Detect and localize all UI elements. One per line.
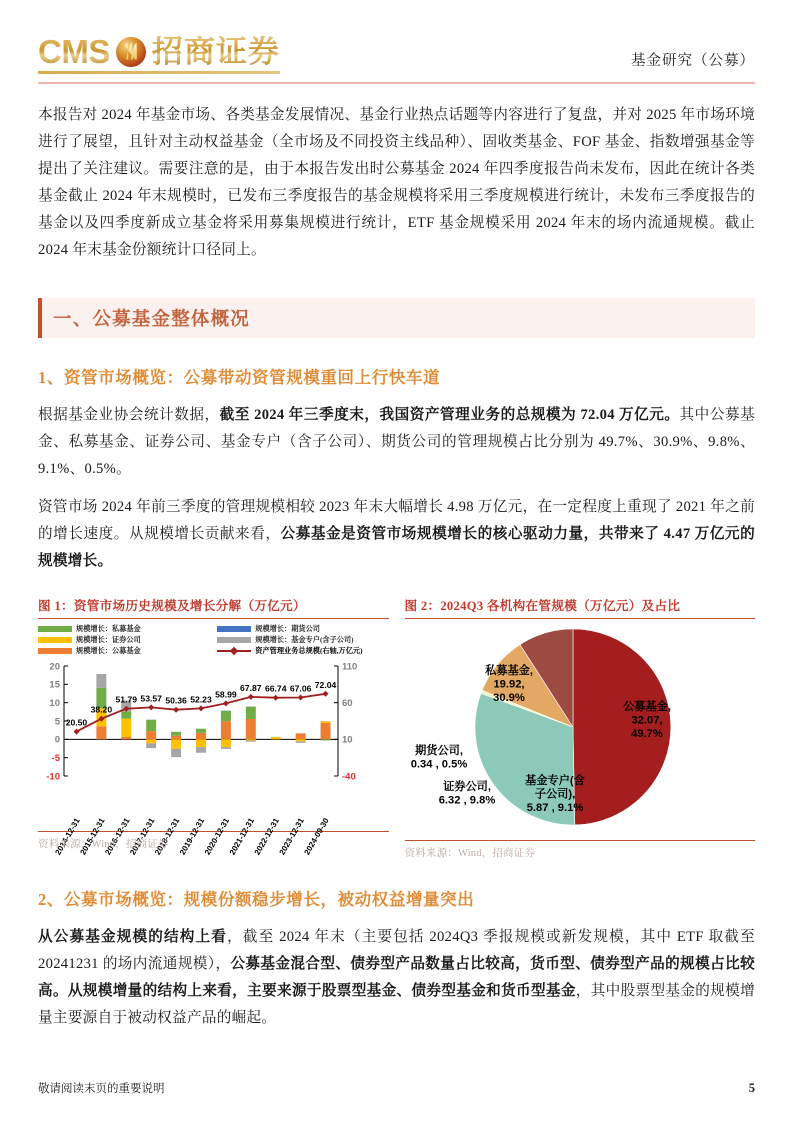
svg-text:2024-09-30: 2024-09-30 — [302, 816, 331, 857]
section-1-2-body — [38, 924, 755, 1032]
figure-1-source: 资料来源：Wind，招商证券 — [38, 838, 169, 850]
paragraph-2 — [38, 494, 755, 575]
page-header — [38, 0, 755, 74]
legend-label-futures: 规模增长：期货公司 — [255, 624, 320, 633]
svg-text:5: 5 — [54, 715, 60, 727]
figure-2 — [405, 595, 756, 860]
paragraph-1-lead: 根据基金业协会统计数据， — [38, 406, 220, 423]
svg-text:证券公司,6.32 , 9.8%: 证券公司, 6.32 , 9.8% — [438, 780, 495, 807]
legend-swatch-orange — [38, 648, 72, 654]
svg-text:2016-12-31: 2016-12-31 — [103, 816, 132, 857]
figure-2-title: 图 2：2024Q3 各机构在管规模（万亿元）及占比 — [405, 595, 756, 619]
legend-item-securities — [38, 635, 209, 645]
svg-text:67.06: 67.06 — [289, 683, 312, 694]
paragraph-3-bold-2: 公募基金混合型、债券型产品数量占比较高，货币型、债券型产品的规模占比较高。从规模增量的结构上来看，主要来源于股票型基金、债券型基金和货币型基金 — [38, 955, 755, 999]
svg-text:67.87: 67.87 — [240, 682, 262, 693]
legend-item-private-fund — [38, 624, 209, 634]
svg-text:0: 0 — [54, 734, 60, 746]
brand-logo — [38, 35, 280, 74]
svg-text:公募基金,32.07,49.7%: 公募基金, 32.07, 49.7% — [622, 700, 671, 740]
legend-label-total-aum: 资产管理业务总规模(右轴,万亿元) — [255, 646, 363, 655]
svg-text:50.36: 50.36 — [165, 695, 187, 706]
legend-label-securities: 规模增长：证券公司 — [76, 635, 141, 644]
intro-paragraph: 本报告对 2024 年基金市场、各类基金发展情况、基金行业热点话题等内容进行了复盘，并对 2025 年市场环境进行了展望，且针对主动权益基金（全市场及不同投资主线品种）、固收类基金、FOF 基金、指数增强基金等提出了关注建议。需要注意的是，由于本报告发出时公募基金 2024 年四季度报告尚未发布，因此在统计各类基金截止 2024 年末规模时，已发布三季度报告的基金规模将采用三季度规模进行统计，未发布三季度报告的基金以及四季度新成立基金将采用募集规模进行统计，ETF 基金规模采用 2024 年末的场内流通规模。截止 2024 年末基金份额统计口径同上。 — [38, 106, 756, 258]
report-category: 基金研究（公募） — [631, 53, 755, 69]
paragraph-3 — [38, 924, 755, 1032]
legend-swatch-yellow — [38, 637, 72, 643]
svg-text:2015-12-31: 2015-12-31 — [78, 816, 107, 857]
svg-text:20.50: 20.50 — [65, 717, 88, 728]
legend-swatch-blue — [217, 626, 251, 632]
svg-text:110: 110 — [342, 660, 358, 672]
section-heading-1: 一、公募基金整体概况 — [38, 298, 755, 338]
logo-underline — [38, 71, 280, 74]
figure-2-body — [405, 619, 756, 841]
legend-item-futures — [217, 624, 388, 634]
svg-text:-5: -5 — [51, 752, 60, 764]
paragraph-2-bold: 公募基金是资管市场规模增长的核心驱动力量，共带来了 4.47 万亿元的规模增长。 — [38, 525, 755, 569]
legend-item-total-aum — [217, 646, 388, 656]
svg-text:2021-12-31: 2021-12-31 — [227, 816, 257, 857]
paragraph-2-lead: 资管市场 2024 年前三季度的管理规模相较 2023 年末大幅增长 4.98 万亿元，在一定程度上重现了 2021 年之前的增长速度。从规模增长贡献来看， — [38, 498, 755, 542]
svg-text:期货公司,0.34 , 0.5%: 期货公司, 0.34 , 0.5% — [410, 744, 467, 771]
figures-row — [38, 595, 755, 860]
paragraph-3-normal-2: ，其中股票型基金的规模增量主要源自于被动权益产品的崛起。 — [38, 982, 755, 1026]
svg-text:2018-12-31: 2018-12-31 — [153, 816, 182, 857]
svg-text:2017-12-31: 2017-12-31 — [128, 816, 157, 857]
page-number: 5 — [748, 1080, 755, 1095]
cms-emblem-icon — [116, 37, 146, 67]
paragraph-1-rest: 其中公募基金、私募基金、证券公司、基金专户（含子公司）、期货公司的管理规模占比分别为 49.7%、30.9%、9.8%、9.1%、0.5%。 — [38, 406, 755, 477]
footer-note: 敬请阅读末页的重要说明 — [38, 1083, 165, 1095]
figure-1 — [38, 595, 389, 860]
header-divider — [38, 82, 755, 84]
figure-1-legend — [38, 624, 389, 656]
paragraph-3-bold-1: 从公募基金规模的结构上看 — [38, 928, 228, 945]
figure-1-title: 图 1：资管市场历史规模及增长分解（万亿元） — [38, 595, 389, 619]
svg-text:58.99: 58.99 — [215, 689, 237, 700]
paragraph-1 — [38, 402, 755, 483]
svg-text:2023-12-31: 2023-12-31 — [277, 816, 306, 857]
svg-text:52.23: 52.23 — [190, 693, 212, 704]
svg-text:2014-12-31: 2014-12-31 — [53, 816, 82, 857]
figure-2-plot — [405, 624, 741, 837]
paragraph-1-bold: 截至 2024 年三季度末，我国资产管理业务的总规模为 72.04 万亿元。 — [219, 406, 680, 423]
logo-latin-text: CMS — [38, 33, 110, 70]
svg-text:60: 60 — [342, 697, 353, 709]
svg-text:基金专户(含子公司),5.87 , 9.1%: 基金专户(含子公司), 5.87 , 9.1% — [524, 774, 585, 814]
svg-text:38.20: 38.20 — [90, 704, 113, 715]
legend-label-private-fund: 规模增长：私募基金 — [76, 624, 141, 633]
svg-text:-10: -10 — [46, 770, 60, 782]
legend-label-public-fund: 规模增长：公募基金 — [76, 646, 141, 655]
legend-item-special-account — [217, 635, 388, 645]
svg-text:-40: -40 — [342, 770, 356, 782]
legend-swatch-gray — [217, 637, 251, 643]
page-footer — [38, 1080, 755, 1096]
svg-text:15: 15 — [49, 679, 60, 691]
svg-text:53.57: 53.57 — [140, 692, 162, 703]
svg-text:2019-12-31: 2019-12-31 — [177, 816, 207, 857]
legend-swatch-line-darkred — [217, 648, 251, 654]
legend-swatch-green — [38, 626, 72, 632]
svg-text:私募基金,19.92,30.9%: 私募基金, 19.92, 30.9% — [484, 664, 533, 704]
svg-text:10: 10 — [342, 734, 353, 746]
legend-item-public-fund — [38, 646, 209, 656]
svg-text:2020-12-31: 2020-12-31 — [202, 816, 232, 857]
subsection-heading-1-2: 2、公募市场概览：规模份额稳步增长，被动权益增量突出 — [38, 889, 475, 909]
svg-text:2022-12-31: 2022-12-31 — [252, 816, 281, 857]
paragraph-3-normal-1: ，截至 2024 年末（主要包括 2024Q3 季报规模或新发规模，其中 ETF 取截至 20241231 的场内流通规模）， — [38, 928, 755, 972]
legend-label-special-account: 规模增长：基金专户(含子公司) — [255, 635, 354, 644]
svg-text:72.04: 72.04 — [314, 679, 337, 690]
svg-text:10: 10 — [49, 697, 60, 709]
logo-chinese-text: 招商证券 — [151, 34, 280, 69]
svg-text:66.74: 66.74 — [264, 683, 287, 694]
svg-text:51.79: 51.79 — [115, 694, 138, 705]
subsection-heading-1-1: 1、资管市场概览：公募带动资管规模重回上行快车道 — [38, 367, 441, 387]
svg-text:20: 20 — [49, 660, 60, 672]
section-1-1-body — [38, 402, 755, 575]
figure-2-source: 资料来源：Wind，招商证券 — [404, 847, 536, 859]
